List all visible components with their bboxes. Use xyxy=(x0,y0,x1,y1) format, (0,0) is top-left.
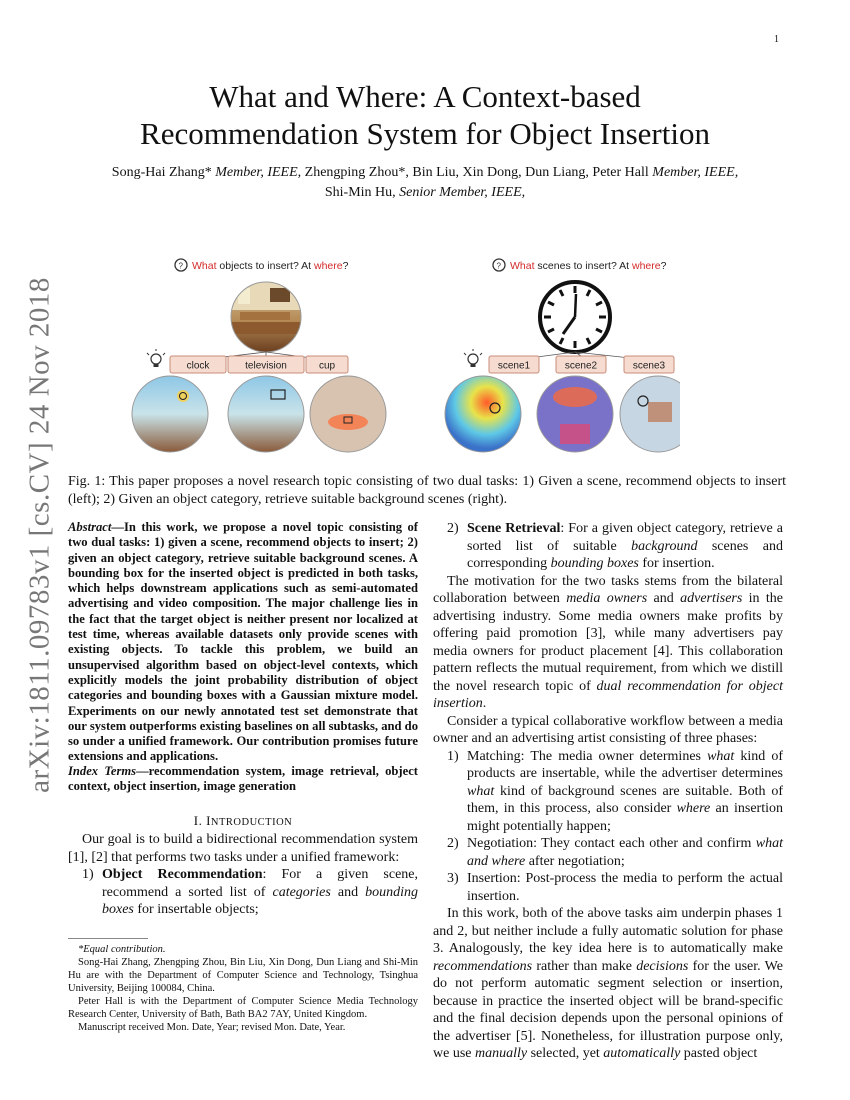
footnotes: *Equal contribution. Song-Hai Zhang, Zhengping Zhou, Bin Liu, Xin Dong, Dun Liang and Shi-Min Hu are with the Department of Computer Science and Technology, Tsinghua University, Beijing 100084, China. Peter Hall is with the Department of Computer Science Media Technology Research Center, University of Bath, Bath BA2 7AY, United Kingdom. Manuscript received Mon. Date, Year; revised Mon. Date, Year. xyxy=(68,938,418,1034)
lightbulb-icon xyxy=(464,349,482,367)
abstract: Abstract—In this work, we propose a novel topic consisting of two dual tasks: 1) given a scene, recommend objects to insert; 2) given an object category, retrieve suitable background scenes. A bounding box for the inserted object is predicted in both tasks, which helps downstream applications such as semi-automated advertising and video composition. The major challenge lies in the fact that the target object is neither present nor localized at test time, whereas available datasets only provide scenes with existing objects. To tackle this problem, we build an unsupervised algorithm based on object-level contexts, which explicitly models the joint probability distribution of object categories and bounding boxes with a Gaussian mixture model. Experiments on our newly annotated test set demonstrate that our system outperforms existing baselines on all subtasks, and do so under a unified framework. Our contribution promises future extensions and applications. xyxy=(68,520,418,764)
query-scene-image xyxy=(231,282,301,352)
svg-text:?: ? xyxy=(496,261,501,271)
arxiv-stamp xyxy=(20,275,60,795)
figure-1 xyxy=(120,252,680,462)
label-cup: cup xyxy=(318,360,336,372)
phase-2: 2) Negotiation: They contact each other and confirm what and where after negotiation; xyxy=(447,836,783,869)
right-result-images xyxy=(445,376,680,452)
list-item-scene-retrieval: 2) Scene Retrieval: For a given object category, retrieve a sorted list of suitable background scenes and corresponding bounding boxes for insertion. xyxy=(447,521,783,571)
right-column xyxy=(433,520,783,1063)
intro-paragraph: Our goal is to build a bidirectional recommendation system [1], [2] that performs two tasks under a unified framework: xyxy=(68,832,418,865)
section-heading: I. INTRODUCTION xyxy=(193,813,293,828)
workflow-paragraph: Consider a typical collaborative workflow between a media owner and an advertising artist consisting of three phases: xyxy=(433,713,783,746)
svg-text:What objects to insert? At whe: What objects to insert? At where? xyxy=(192,260,349,272)
label-scene1: scene1 xyxy=(497,360,531,372)
label-scene2: scene2 xyxy=(564,360,598,372)
paper-title: What and Where: A Context-based Recommendation System for Object Insertion xyxy=(140,79,710,151)
motivation-paragraph: The motivation for the two tasks stems from the bilateral collaboration between media owners and advertisers in the advertising industry. Some media owners make profits by offering paid promotion [3], while many advertisers pay media owners for product placement [4]. This collaboration pattern reflects the mutual requirement, from which we distill the novel research topic of dual recommendation for object insertion. xyxy=(433,573,783,711)
label-television: television xyxy=(245,360,287,372)
lightbulb-icon xyxy=(147,349,165,367)
clock-icon xyxy=(540,282,610,352)
phase-1: 1) Matching: The media owner determines what kind of products are insertable, while the advertiser determines what kind of background scenes are suitable. Both of them, in this process, also consider where an insertion might potentially happen; xyxy=(447,748,784,834)
arxiv-id: arXiv:1811.09783v1 [cs.CV] 24 Nov 2018 xyxy=(23,277,56,793)
phase-3: 3) Insertion: Post-process the media to perform the actual insertion. xyxy=(447,871,783,904)
author-list: Song-Hai Zhang* Member, IEEE, Zhengping Zhou*, Bin Liu, Xin Dong, Dun Liang, Peter Hall Member, IEEE, Shi-Min Hu, Senior Member, IEEE, xyxy=(111,165,739,200)
right-question xyxy=(493,259,667,272)
intro-body xyxy=(68,831,418,919)
label-scene3: scene3 xyxy=(632,360,666,372)
svg-text:What scenes to insert? At wher: What scenes to insert? At where? xyxy=(510,260,667,272)
left-question xyxy=(175,259,349,272)
figure-caption: Fig. 1: This paper proposes a novel research topic consisting of two dual tasks: 1) Given a scene, recommend objects to insert (left); 2) Given an object category, retrieve suitable background scenes (right). xyxy=(68,474,786,507)
closing-paragraph: In this work, both of the above tasks aim underpin phases 1 and 2, but neither include a fully automatic solution for phase 3. Analogously, the key idea here is to automatically make recommendations rather than make decisions for the user. We do not perform automatic segment selection or insertion, because in practice the inserted object will be brand-specific and the final decision depends upon the personal opinions of the advertiser [5]. Nonetheless, for illustration purpose only, we use manually selected, yet automatically pasted object xyxy=(433,906,783,1061)
left-result-images xyxy=(132,376,386,452)
page-number: 1 xyxy=(774,34,779,45)
label-clock: clock xyxy=(186,360,210,372)
index-terms: Index Terms—recommendation system, image retrieval, object context, object insertion, image generation xyxy=(68,764,418,794)
list-item-object-recommendation: 1) Object Recommendation: For a given scene, recommend a sorted list of categories and bounding boxes for insertable objects; xyxy=(82,867,418,917)
svg-text:?: ? xyxy=(178,261,183,271)
